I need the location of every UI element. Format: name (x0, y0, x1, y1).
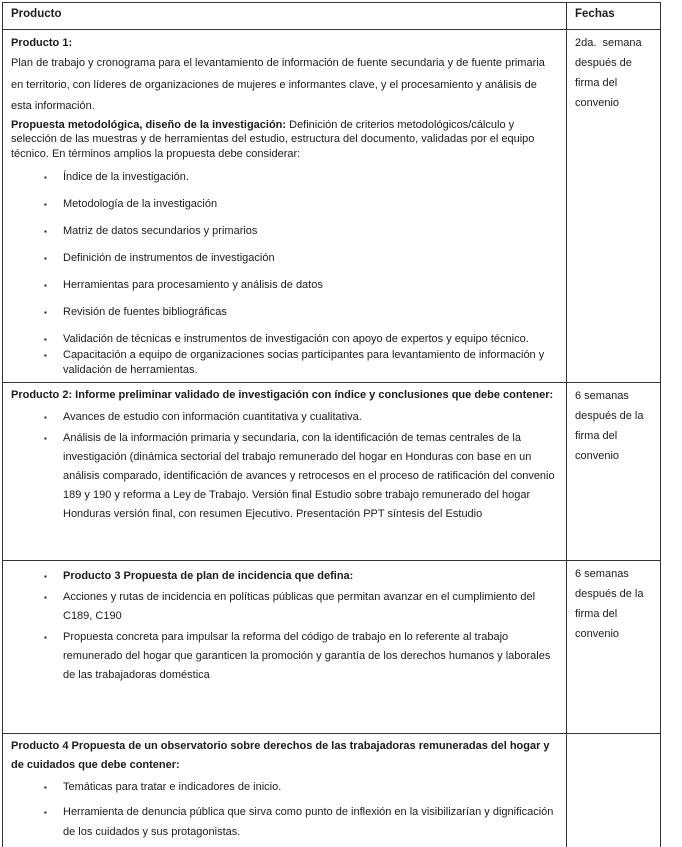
bullet-text (63, 777, 558, 798)
bullet-item (44, 278, 558, 294)
column-header-fechas: Fechas (567, 3, 661, 30)
paragraph (11, 118, 558, 162)
bold-text-run: Propuesta metodológica, diseño de la investigación: (11, 118, 287, 131)
header-row (3, 3, 661, 30)
bullet-square-icon: ▪ (44, 308, 47, 317)
text-run: Índice de la investigación. (63, 171, 189, 183)
bold-text-run: Producto 4 Propuesta de un observatorio sobre derechos de las trabajadoras remuneradas del hogar y de cuidados que debe contener: (11, 740, 550, 771)
bullet-list (11, 777, 558, 843)
bullet-square-icon: ▪ (44, 783, 47, 792)
productos-fechas-table (2, 2, 661, 847)
bullet-text (63, 429, 558, 524)
bullet-square-icon: ▪ (44, 200, 47, 209)
bullet-list (11, 567, 558, 685)
producto-2-fecha-cell: 6 semanas después de la firma del convenio (567, 383, 661, 561)
producto-4-producto-cell (3, 734, 567, 847)
producto-1-fecha-cell: 2da. semana después de firma del convenio (567, 30, 661, 383)
text-run: Herramientas para procesamiento y análisis de datos (63, 279, 323, 291)
bullet-item (44, 305, 558, 321)
bullet-text (63, 251, 558, 266)
column-header-producto: Producto (3, 3, 567, 30)
bullet-item (44, 802, 558, 843)
paragraph (11, 386, 558, 405)
bullet-text (63, 567, 558, 586)
bullet-item (44, 628, 558, 685)
paragraph (11, 33, 558, 53)
producto-2-producto-cell (3, 383, 567, 561)
bullet-text (63, 408, 558, 427)
producto-1-producto-cell (3, 30, 567, 383)
bullet-square-icon: ▪ (44, 173, 47, 182)
bullet-square-icon: ▪ (44, 351, 47, 360)
bullet-square-icon: ▪ (44, 254, 47, 263)
text-run: Definición de criterios metodológicos/cálculo y selección de las muestras y de herramientas del estudio, estructura del documento, validadas por el equipo técnico. En términos amplios la propuesta debe considerar: (11, 118, 535, 160)
table-row-producto-3 (3, 561, 661, 734)
paragraph (11, 53, 558, 118)
bullet-square-icon: ▪ (44, 633, 47, 642)
bullet-item (44, 348, 558, 378)
bold-text-run: Producto 1: (11, 37, 73, 49)
bullet-square-icon: ▪ (44, 593, 47, 602)
bullet-item (44, 777, 558, 799)
bullet-text (63, 224, 558, 239)
bullet-square-icon: ▪ (44, 281, 47, 290)
bullet-square-icon: ▪ (44, 807, 47, 817)
bullet-square-icon: ▪ (44, 335, 47, 344)
text-run: Validación de técnicas e instrumentos de investigación con apoyo de expertos y equipo técnico. (63, 333, 529, 345)
text-run: Temáticas para tratar e indicadores de inicio. (63, 781, 282, 793)
producto-3-producto-cell (3, 561, 567, 734)
bullet-text (63, 197, 558, 212)
bullet-square-icon: ▪ (44, 434, 47, 443)
bullet-item (44, 332, 558, 347)
table-row-producto-1 (3, 30, 661, 383)
text-run: Definición de instrumentos de investigación (63, 252, 275, 264)
table-row-producto-4 (3, 734, 661, 847)
text-run: Análisis de la información primaria y secundaria, con la identificación de temas centrales de la investigación (dinámica sectorial del trabajo remunerado del hogar en Honduras con base en un análisis comparado, identificación de avances y retrocesos en el proceso de ratificación del convenio 189 y 190 y reforma a Ley de Trabajo. Versión final Estudio sobre trabajo remunerado del hogar Honduras versión final, con resumen Ejecutivo. Presentación PPT síntesis del Estudio (63, 432, 555, 520)
bullet-item (44, 588, 558, 626)
bullet-text (63, 802, 558, 843)
producto-3-fecha-cell: 6 semanas después de la firma del convenio (567, 561, 661, 734)
bullet-text (63, 278, 558, 293)
bold-text-run: Producto 3 Propuesta de plan de incidencia que defina: (63, 570, 354, 582)
text-run: Metodología de la investigación (63, 198, 218, 210)
text-run: Herramienta de denuncia pública que sirva como punto de inflexión en la visibilizarían y dignificación de los cuidados y sus protagonistas. (63, 805, 554, 838)
bullet-item (44, 170, 558, 186)
text-run: Capacitación a equipo de organizaciones socias participantes para levantamiento de información y validación de herramientas. (63, 349, 545, 376)
text-run: Acciones y rutas de incidencia en políticas públicas que permitan avanzar en el cumplimiento del C189, C190 (63, 591, 536, 622)
bullet-list (11, 408, 558, 524)
bullet-square-icon: ▪ (44, 572, 47, 581)
bullet-item (44, 197, 558, 213)
bold-text-run: Producto 2: Informe preliminar validado de investigación con índice y conclusiones que debe contener: (11, 389, 554, 401)
table-row-producto-2 (3, 383, 661, 561)
bullet-text (63, 305, 558, 320)
bullet-text (63, 170, 558, 185)
bullet-text (63, 332, 558, 347)
bullet-text (63, 348, 558, 378)
bullet-square-icon: ▪ (44, 227, 47, 236)
text-run: Plan de trabajo y cronograma para el levantamiento de información de fuente secundaria y de fuente primaria en territorio, con líderes de organizaciones de mujeres e informantes clave, y el procesamiento y análisis de esta información. (11, 57, 545, 112)
bullet-item (44, 429, 558, 524)
bullet-item (44, 567, 558, 586)
paragraph (11, 737, 558, 775)
bullet-item (44, 408, 558, 427)
bullet-item (44, 224, 558, 240)
table-body (3, 30, 661, 847)
bullet-item (44, 251, 558, 267)
bullet-list (11, 332, 558, 378)
producto-4-fecha-cell (567, 734, 661, 847)
bullet-square-icon: ▪ (44, 413, 47, 422)
bullet-text (63, 628, 558, 685)
text-run: Propuesta concreta para impulsar la reforma del código de trabajo en lo referente al trabajo remunerado del hogar que garanticen la promoción y garantía de los derechos humanos y laborales de las trabajadoras doméstica (63, 631, 551, 681)
text-run: Avances de estudio con información cuantitativa y cualitativa. (63, 411, 362, 423)
bullet-text (63, 588, 558, 626)
text-run: Revisión de fuentes bibliográficas (63, 306, 227, 318)
bullet-list (11, 170, 558, 321)
text-run: Matriz de datos secundarios y primarios (63, 225, 258, 237)
